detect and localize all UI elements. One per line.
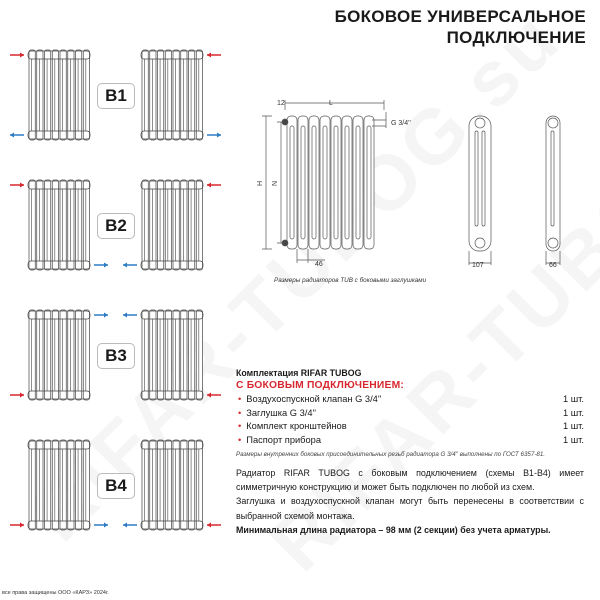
bullet-icon: • [238, 394, 242, 404]
return-arrow-icon [94, 523, 108, 528]
supply-arrow-icon [207, 53, 221, 58]
scheme-label: В1 [97, 83, 135, 109]
description-p1: Радиатор RIFAR TUBOG с боковым подключением (схемы В1-В4) имеет симметричную конструкцию и может быть подключен по любой из схем. [236, 468, 584, 493]
dim-12: 12 [277, 100, 285, 107]
radiator-right [123, 310, 221, 400]
dim-107: 107 [472, 262, 484, 269]
kit-item [236, 421, 584, 435]
description-p3: Минимальная длина радиатора – 98 мм (2 секции) без учета арматуры. [236, 524, 551, 535]
supply-arrow-icon [10, 183, 24, 188]
return-arrow-icon [207, 133, 221, 138]
copyright: все права защищены ООО «КАРЗ» 2024г. [2, 590, 109, 596]
kit-item-qty: 1 шт. [562, 434, 584, 445]
kit-subheading: С БОКОВЫМ ПОДКЛЮЧЕНИЕМ: [236, 380, 404, 391]
radiator-left [10, 50, 90, 140]
kit-item-name [238, 394, 381, 408]
kit-item [236, 394, 584, 408]
kit-item-qty: 1 шт. [562, 394, 584, 404]
title-line-1: БОКОВОЕ УНИВЕРСАЛЬНОЕ [334, 7, 586, 26]
return-arrow-icon [10, 133, 24, 138]
bullet-icon: • [238, 407, 242, 418]
dim-thread: G 3/4'' [391, 120, 411, 127]
radiator-left [10, 180, 108, 270]
description [236, 466, 584, 537]
supply-arrow-icon [10, 53, 24, 58]
scheme-label: В3 [97, 343, 135, 369]
scheme-label: В2 [97, 213, 135, 239]
dim-N: N [272, 180, 279, 186]
kit-item-label: Комплект кронштейнов [246, 421, 347, 431]
kit-item-label: Заглушка G 3/4'' [246, 407, 317, 418]
kit-note: Размеры внутренних боковых присоединительных резьб радиатора G 3/4'' выполнены по ГОСТ 6357-81. [236, 451, 545, 458]
kit-item-name [238, 435, 321, 449]
return-arrow-icon [123, 523, 137, 528]
kit-item-label: Воздухоспускной клапан G 3/4'' [246, 394, 382, 404]
kit-heading: Комплектация RIFAR TUBOG [236, 368, 362, 378]
radiator-right [123, 180, 221, 270]
kit-item-qty: 1 шт. [562, 407, 584, 418]
dim-H: H [257, 180, 264, 186]
kit-list [236, 394, 584, 448]
supply-arrow-icon [207, 183, 221, 188]
radiator-right [141, 50, 221, 140]
return-arrow-icon [94, 313, 108, 318]
kit-item [236, 408, 584, 422]
radiator-right [123, 440, 221, 530]
scheme-label: В4 [97, 473, 135, 499]
kit-item-label: Паспорт прибора [246, 434, 322, 445]
description-p2: Заглушка и воздухоспускной клапан могут быть перенесены в соответствии с выбранной схемой монтажа. [236, 496, 584, 521]
supply-arrow-icon [10, 523, 24, 528]
bullet-icon: • [238, 421, 242, 431]
kit-item [236, 435, 584, 449]
kit-item-qty: 1 шт. [562, 421, 584, 431]
return-arrow-icon [123, 263, 137, 268]
drawing-caption: Размеры радиаторов TUB с боковыми заглушками [274, 277, 427, 284]
kit-item-name [238, 408, 316, 422]
dim-L: L [329, 100, 333, 107]
title-line-2: ПОДКЛЮЧЕНИЕ [446, 28, 586, 47]
bullet-icon: • [238, 434, 242, 445]
dim-46: 46 [315, 261, 323, 268]
return-arrow-icon [123, 313, 137, 318]
return-arrow-icon [94, 263, 108, 268]
kit-item-name [238, 421, 347, 435]
radiator-left [10, 310, 108, 400]
kit-section [236, 368, 584, 458]
dim-66: 66 [549, 262, 557, 269]
radiator-left [10, 440, 108, 530]
supply-arrow-icon [10, 393, 24, 398]
supply-arrow-icon [207, 523, 221, 528]
supply-arrow-icon [207, 393, 221, 398]
